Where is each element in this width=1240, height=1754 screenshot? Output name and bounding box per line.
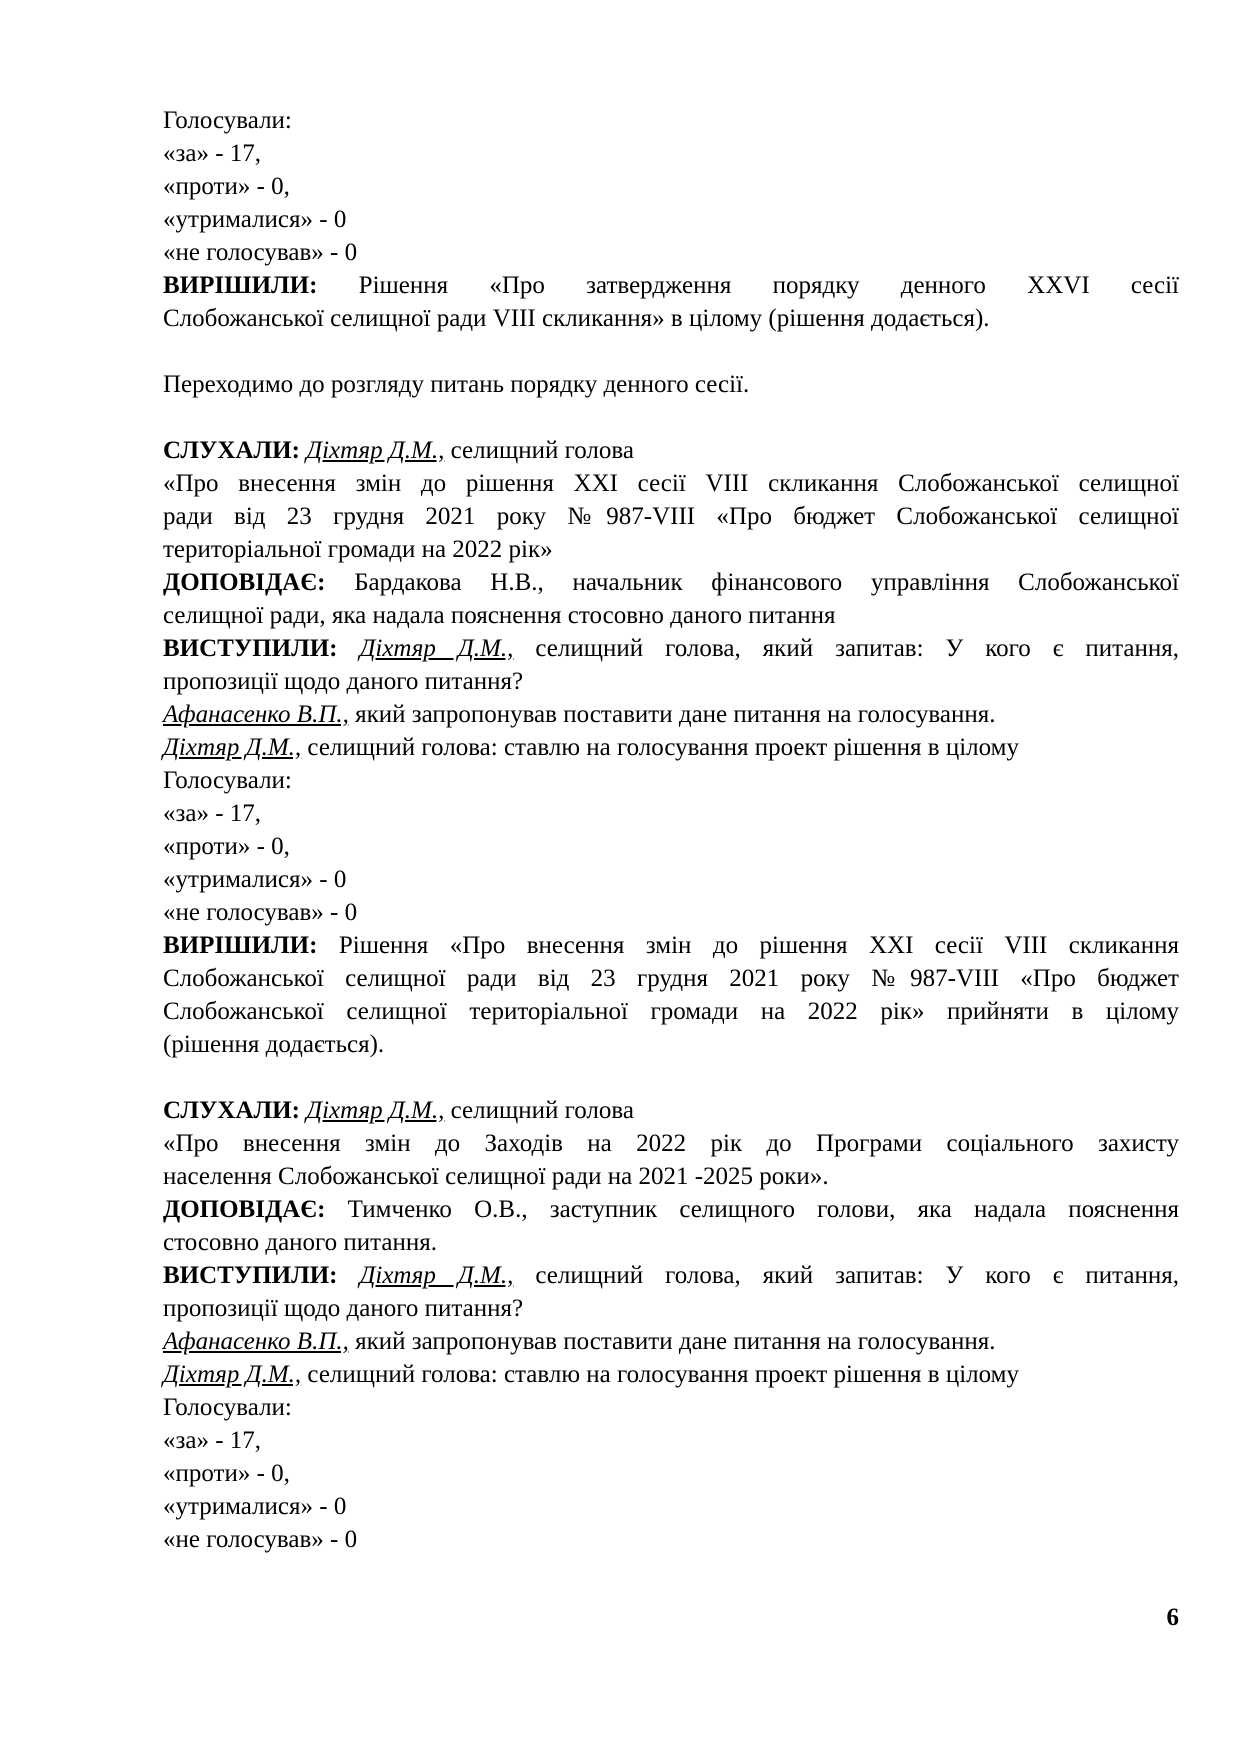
speaker-name: Діхтяр Д.М.,	[306, 1097, 445, 1124]
spoke-line: пропозиції щодо даного питання?	[163, 1295, 524, 1322]
page-content	[163, 104, 1179, 1556]
topic-line: територіальної громади на 2022 рік»	[163, 536, 553, 563]
vote-abstained: «утрималися» - 0	[163, 206, 347, 233]
vote-for: «за» - 17,	[163, 1427, 262, 1454]
spoke-text: селищний голова, який запитав: У кого є питання,	[535, 1262, 1180, 1289]
vote-not-voted: «не голосував» - 0	[163, 1526, 358, 1553]
topic-line: населення Слобожанської селищної ради на 2021 -2025 роки».	[163, 1163, 829, 1190]
decided-label: ВИРІШИЛИ:	[163, 932, 318, 959]
speaker-name: Діхтяр Д.М.,	[306, 437, 445, 464]
heard-line	[163, 1094, 1179, 1127]
speaker-name: Діхтяр Д.М.,	[359, 635, 514, 662]
speaker-role: селищний голова	[450, 437, 634, 464]
voting-label: Голосували:	[163, 107, 292, 134]
proposal-text: який запропонував поставити дане питання на голосування.	[355, 701, 996, 728]
topic-line: ради від 23 грудня 2021 року №987-VIII «Про бюджет Слобожанської селищної	[163, 503, 1179, 530]
decision-text: Рішення «Про внесення змін до рішення XXI сесії VIII скликання	[338, 932, 1180, 959]
proposal-text: який запропонував поставити дане питання на голосування.	[355, 1328, 996, 1355]
decided-label: ВИРІШИЛИ:	[163, 272, 318, 299]
topic-line: «Про внесення змін до рішення XXI сесії VIII скликання Слобожанської селищної	[163, 470, 1179, 497]
report-text: Тимченко О.В., заступник селищного голови, яка надала пояснення	[347, 1196, 1180, 1223]
vote-for: «за» - 17,	[163, 140, 262, 167]
chair-text: селищний голова: ставлю на голосування проект рішення в цілому	[307, 734, 1019, 761]
spoke-line	[163, 632, 1179, 665]
chair-name: Діхтяр Д.М.,	[163, 734, 302, 761]
decision-line: Слобожанської селищної ради від 23 грудня 2021 року №987-VIII «Про бюджет	[163, 965, 1179, 992]
spoke-line	[163, 1259, 1179, 1292]
heard-label: СЛУХАЛИ:	[163, 1097, 300, 1124]
proposal-line	[163, 698, 1179, 731]
report-line: селищної ради, яка надала пояснення стосовно даного питання	[163, 602, 836, 629]
spoke-line: пропозиції щодо даного питання?	[163, 668, 524, 695]
report-line	[163, 566, 1179, 599]
vote-against: «проти» - 0,	[163, 1460, 290, 1487]
vote-against: «проти» - 0,	[163, 833, 290, 860]
voting-label: Голосували:	[163, 1394, 292, 1421]
voting-label: Голосували:	[163, 767, 292, 794]
transition-paragraph: Переходимо до розгляду питань порядку денного сесії.	[163, 371, 750, 398]
vote-abstained: «утрималися» - 0	[163, 866, 347, 893]
proposer-name: Афанасенко В.П.,	[163, 1328, 349, 1355]
proposer-name: Афанасенко В.П.,	[163, 701, 349, 728]
decision-text: Рішення «Про затвердження порядку денного XXVI сесії	[358, 272, 1180, 299]
report-text: Бардакова Н.В., начальник фінансового управління Слобожанської	[354, 569, 1180, 596]
report-label: ДОПОВІДАЄ:	[163, 1196, 326, 1223]
spoke-text: селищний голова, який запитав: У кого є питання,	[535, 635, 1180, 662]
speaker-role: селищний голова	[450, 1097, 634, 1124]
chair-text: селищний голова: ставлю на голосування проект рішення в цілому	[307, 1361, 1019, 1388]
spoke-label: ВИСТУПИЛИ:	[163, 635, 338, 662]
vote-abstained: «утрималися» - 0	[163, 1493, 347, 1520]
decision-line	[163, 269, 1179, 302]
decision-line: (рішення додається).	[163, 1031, 385, 1058]
spoke-label: ВИСТУПИЛИ:	[163, 1262, 338, 1289]
vote-not-voted: «не голосував» - 0	[163, 239, 358, 266]
heard-line	[163, 434, 1179, 467]
report-line: стосовно даного питання.	[163, 1229, 438, 1256]
decision-line	[163, 929, 1179, 962]
chair-line	[163, 1358, 1179, 1391]
report-line	[163, 1193, 1179, 1226]
page-number: 6	[1166, 1604, 1179, 1631]
chair-name: Діхтяр Д.М.,	[163, 1361, 302, 1388]
heard-label: СЛУХАЛИ:	[163, 437, 300, 464]
proposal-line	[163, 1325, 1179, 1358]
decision-line: Слобожанської селищної ради VIII скликання» в цілому (рішення додається).	[163, 305, 990, 332]
vote-for: «за» - 17,	[163, 800, 262, 827]
vote-against: «проти» - 0,	[163, 173, 290, 200]
chair-line	[163, 731, 1179, 764]
decision-line: Слобожанської селищної територіальної громади на 2022 рік» прийняти в цілому	[163, 998, 1179, 1025]
topic-line: «Про внесення змін до Заходів на 2022 рік до Програми соціального захисту	[163, 1130, 1179, 1157]
report-label: ДОПОВІДАЄ:	[163, 569, 326, 596]
speaker-name: Діхтяр Д.М.,	[359, 1262, 514, 1289]
vote-not-voted: «не голосував» - 0	[163, 899, 358, 926]
